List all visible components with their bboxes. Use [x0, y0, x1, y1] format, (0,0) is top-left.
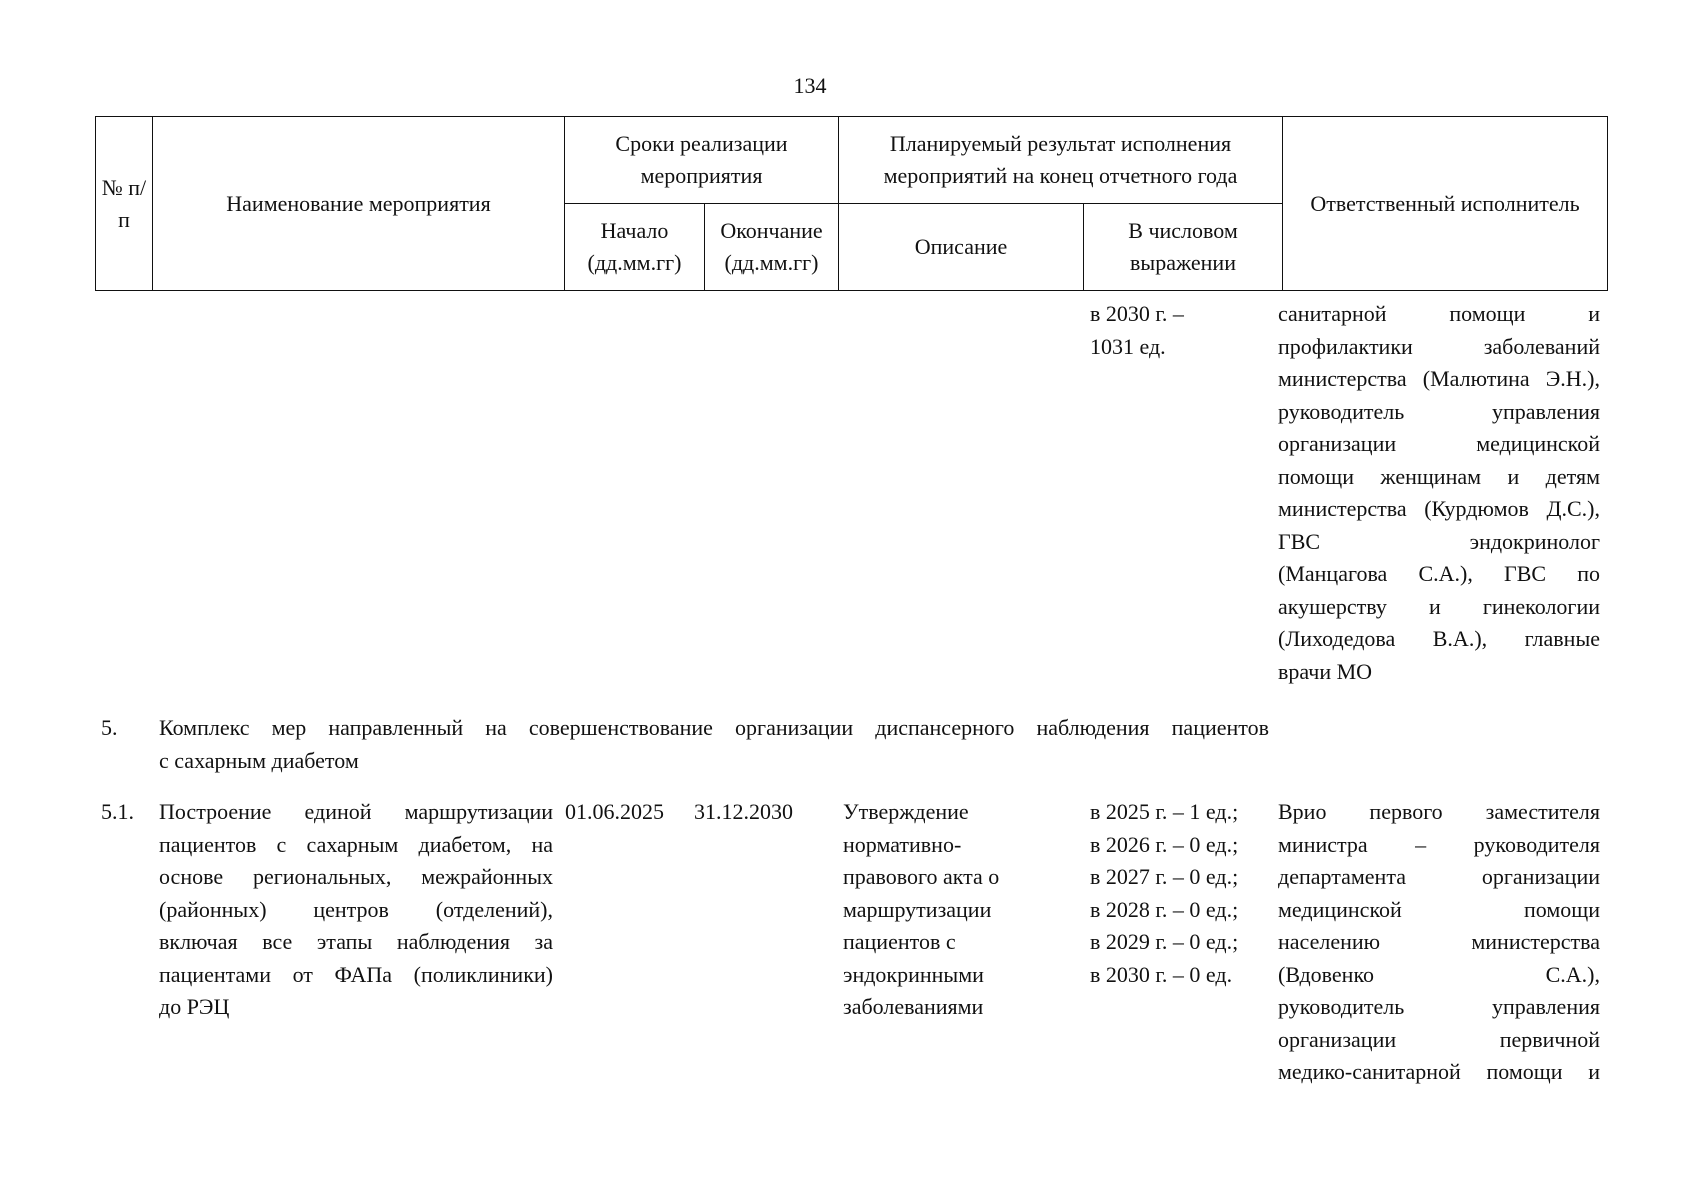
row-name-line: включая все этапы наблюдения за	[159, 929, 553, 954]
row-numeric-line: в 2030 г. – 0 ед.	[1090, 961, 1233, 987]
row-numeric-line: в 2029 г. – 0 ед.;	[1090, 929, 1239, 954]
responsible-line: (Лиходедова В.А.), главные	[1278, 626, 1600, 651]
row-description	[843, 796, 1073, 1024]
responsible-line: санитарной помощи и	[1278, 301, 1600, 326]
header-col-name: Наименование мероприятия	[153, 117, 565, 291]
header-col-start: Начало (дд.мм.гг)	[565, 204, 705, 291]
responsible-line: помощи женщинам и детям	[1278, 463, 1600, 489]
row-name-line: Построение единой маршрутизации	[159, 799, 553, 824]
row-numeric-line: в 2028 г. – 0 ед.;	[1090, 896, 1239, 922]
row-name-line: пациентов с сахарным диабетом, на	[159, 831, 553, 857]
row-number: 5.1.	[101, 799, 134, 824]
responsible-line: Врио первого заместителя	[1278, 799, 1600, 824]
responsible-line: профилактики заболеваний	[1278, 333, 1600, 359]
row-numeric	[1090, 796, 1280, 991]
row-end-date: 31.12.2030	[694, 799, 793, 824]
section-title	[159, 712, 1269, 777]
responsible-line: медицинской помощи	[1278, 896, 1600, 922]
responsible-line: населению министерства	[1278, 929, 1600, 954]
section-number: 5.	[101, 715, 118, 740]
row-description-line: нормативно-	[843, 831, 962, 857]
responsible-line: руководитель управления	[1278, 398, 1600, 424]
row-name-line: основе региональных, межрайонных	[159, 864, 553, 889]
section-title-line: Комплекс мер направленный на совершенствование организации диспансерного наблюдения пациентов	[159, 715, 1269, 740]
row-numeric-line: в 2026 г. – 0 ед.;	[1090, 831, 1239, 857]
responsible-line: министра – руководителя	[1278, 831, 1600, 857]
row-description-line: Утверждение	[843, 799, 969, 824]
responsible-line: (Вдовенко С.А.),	[1278, 961, 1600, 987]
header-table	[95, 116, 1608, 291]
row-description-line: пациентов с	[843, 929, 956, 954]
header-col-description: Описание	[839, 204, 1084, 291]
responsible-line: министерства (Курдюмов Д.С.),	[1278, 496, 1600, 521]
responsible-line: министерства (Малютина Э.Н.),	[1278, 366, 1600, 391]
responsible-line: организации первичной	[1278, 1026, 1600, 1052]
row-name-line: пациентами от ФАПа (поликлиники)	[159, 961, 553, 987]
header-col-result: Планируемый результат исполнения мероприятий на конец отчетного года	[839, 117, 1283, 204]
section-title-line: с сахарным диабетом	[159, 747, 359, 773]
header-col-numeric: В числовом выражении	[1084, 204, 1283, 291]
row-name-line: до РЭЦ	[159, 994, 230, 1019]
row-description-line: эндокринными	[843, 961, 984, 987]
responsible-line: врачи МО	[1278, 658, 1373, 684]
row-description-line: заболеваниями	[843, 994, 984, 1019]
row-description-line: маршрутизации	[843, 896, 992, 922]
row-name	[159, 796, 553, 1024]
continuation-numeric-line: 1031 ед.	[1090, 333, 1166, 359]
responsible-line: (Манцагова С.А.), ГВС по	[1278, 561, 1600, 586]
row-start-date: 01.06.2025	[565, 799, 664, 824]
row-name-line: (районных) центров (отделений),	[159, 896, 553, 922]
row-description-line: правового акта о	[843, 864, 1000, 889]
header-col-number: № п/п	[96, 117, 153, 291]
header-col-terms: Сроки реализации мероприятия	[565, 117, 839, 204]
header-col-responsible: Ответственный исполнитель	[1283, 117, 1608, 291]
responsible-line: руководитель управления	[1278, 994, 1600, 1019]
row-numeric-line: в 2025 г. – 1 ед.;	[1090, 799, 1239, 824]
page-number: 134	[793, 73, 827, 98]
responsible-line: медико-санитарной помощи и	[1278, 1059, 1600, 1084]
row-responsible	[1278, 796, 1600, 1089]
row-numeric-line: в 2027 г. – 0 ед.;	[1090, 864, 1239, 889]
responsible-line: ГВС эндокринолог	[1278, 528, 1600, 554]
continuation-responsible	[1278, 298, 1600, 688]
continuation-numeric-line: в 2030 г. –	[1090, 301, 1184, 326]
responsible-line: акушерству и гинекологии	[1278, 593, 1600, 619]
continuation-numeric	[1090, 298, 1280, 363]
responsible-line: департамента организации	[1278, 864, 1600, 889]
header-col-end: Окончание (дд.мм.гг)	[705, 204, 839, 291]
responsible-line: организации медицинской	[1278, 431, 1600, 456]
